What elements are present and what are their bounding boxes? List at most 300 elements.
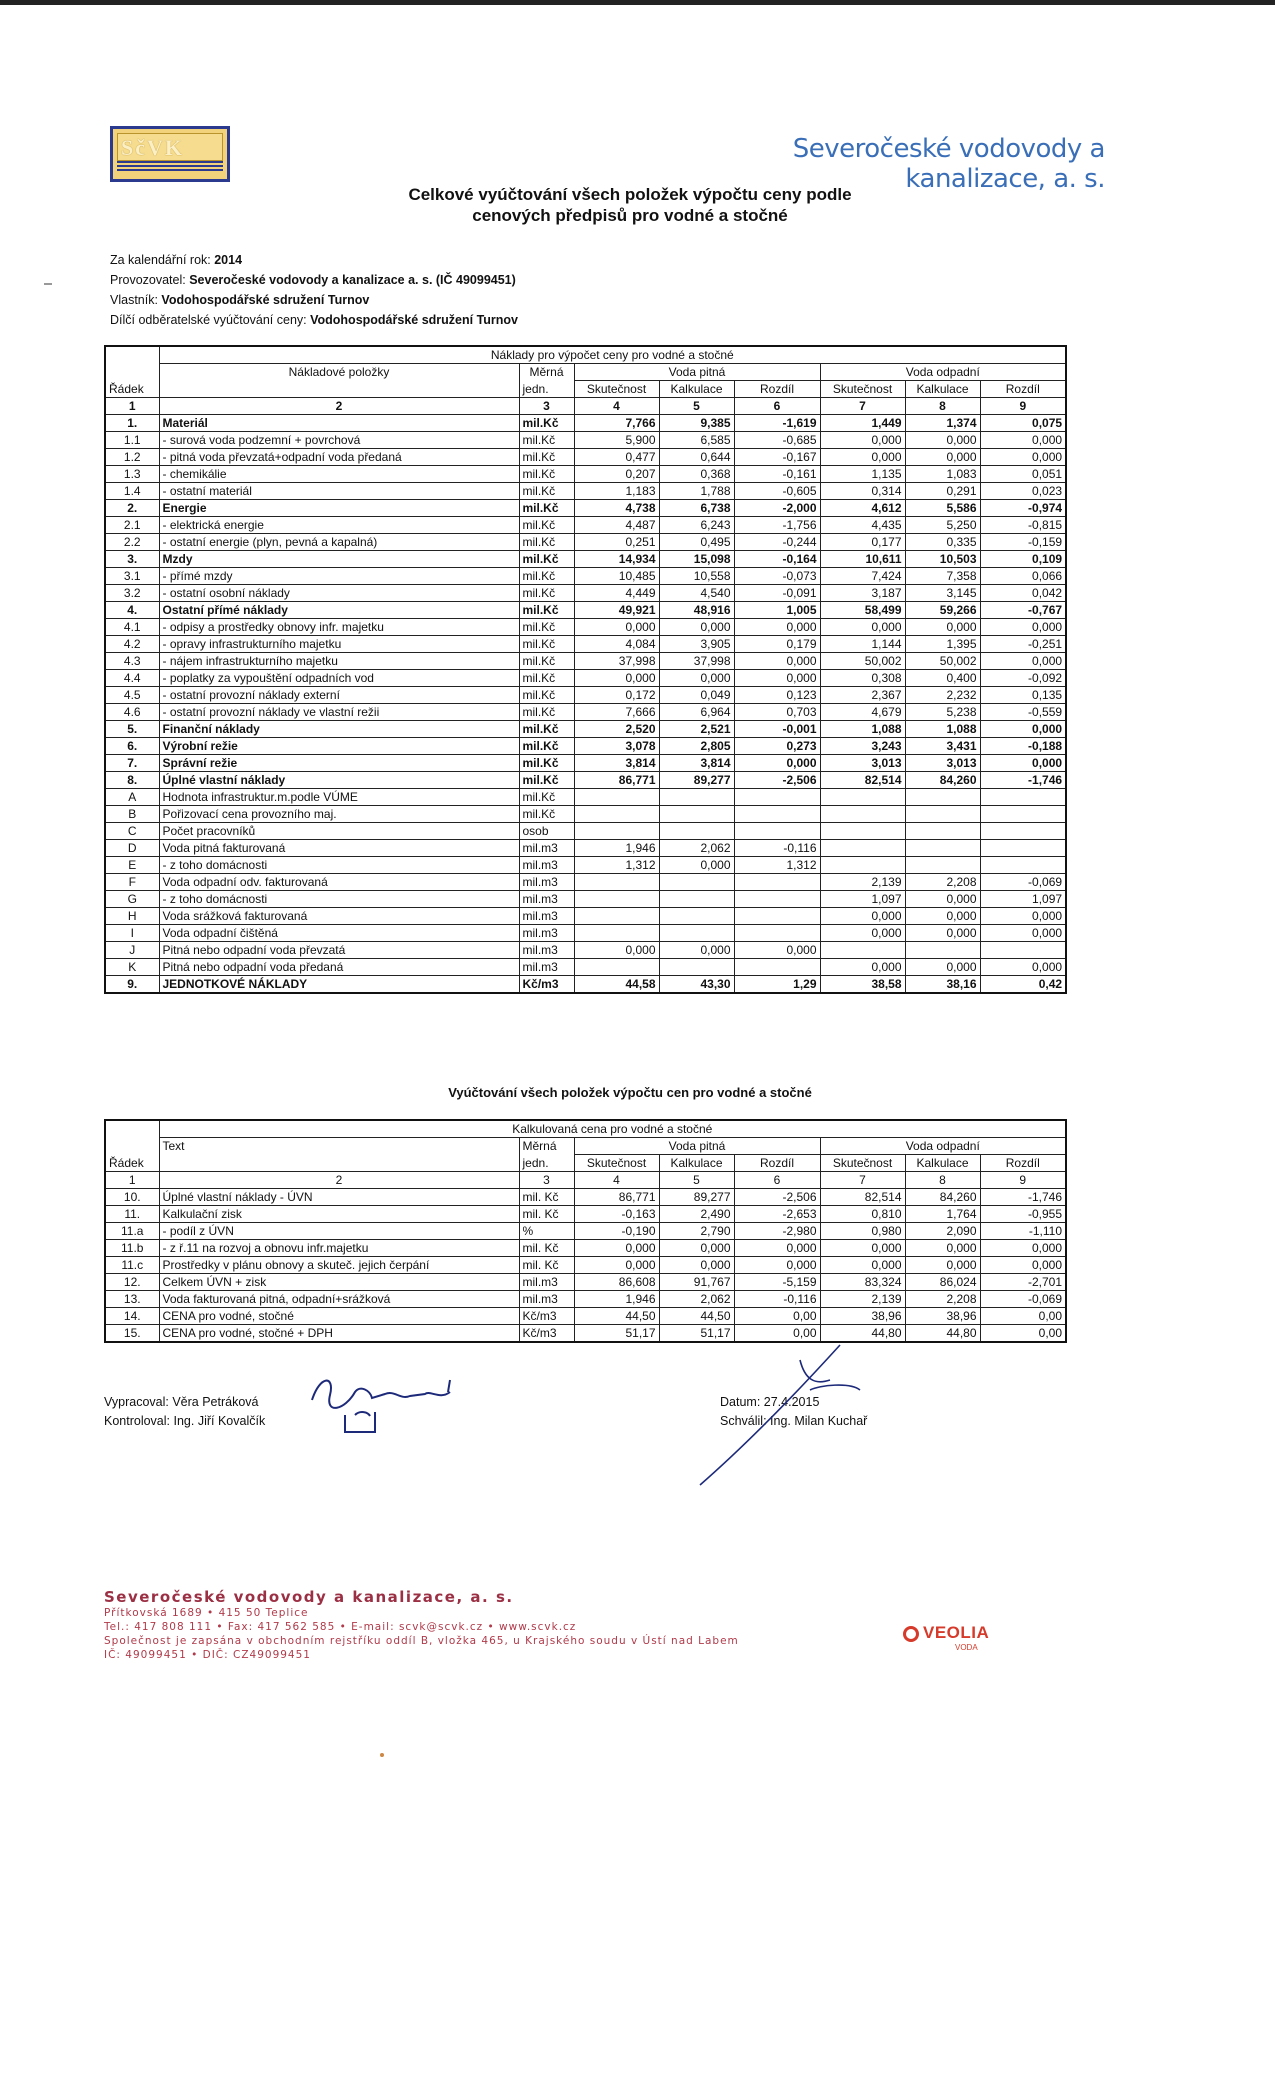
- water-calc: 6,243: [659, 517, 734, 534]
- price-row: [105, 1291, 1066, 1308]
- header-water-calc: Kalkulace: [659, 381, 734, 398]
- water-diff: 0,000: [734, 619, 820, 636]
- waste-diff: 0,000: [980, 755, 1066, 772]
- waste-real: 1,097: [820, 891, 905, 908]
- row-label: JEDNOTKOVÉ NÁKLADY: [159, 976, 519, 994]
- waste-calc: 0,000: [905, 959, 980, 976]
- price-row: [105, 1325, 1066, 1343]
- cost-row: [105, 840, 1066, 857]
- water-real: 1,946: [574, 840, 659, 857]
- waste-real: 44,80: [820, 1325, 905, 1343]
- document-meta: [110, 250, 518, 330]
- waste-calc: 3,013: [905, 755, 980, 772]
- water-real: [574, 806, 659, 823]
- waste-diff: -0,559: [980, 704, 1066, 721]
- row-label: - přímé mzdy: [159, 568, 519, 585]
- row-label: - surová voda podzemní + povrchová: [159, 432, 519, 449]
- row-label: - ostatní energie (plyn, pevná a kapalná): [159, 534, 519, 551]
- water-real: 2,520: [574, 721, 659, 738]
- waste-calc: 84,260: [905, 1189, 980, 1206]
- row-label: Finanční náklady: [159, 721, 519, 738]
- water-diff: -0,685: [734, 432, 820, 449]
- water-calc: 4,540: [659, 585, 734, 602]
- row-code: 1.3: [105, 466, 159, 483]
- water-diff: 0,000: [734, 1257, 820, 1274]
- water-real: 0,000: [574, 670, 659, 687]
- row-label: - z toho domácnosti: [159, 891, 519, 908]
- row-label: - pitná voda převzatá+odpadní voda předaná: [159, 449, 519, 466]
- water-calc: 0,000: [659, 857, 734, 874]
- waste-real: 0,810: [820, 1206, 905, 1223]
- price-row: [105, 1257, 1066, 1274]
- price-row: [105, 1206, 1066, 1223]
- meta-partial: Dílčí odběratelské vyúčtování ceny: Vodohospodářské sdružení Turnov: [110, 313, 519, 327]
- row-label: Kalkulační zisk: [159, 1206, 519, 1223]
- footer-company: Severočeské vodovody a kanalizace, a. s.: [104, 1588, 514, 1606]
- row-code: 1.1: [105, 432, 159, 449]
- waste-calc: 0,000: [905, 432, 980, 449]
- water-real: 86,771: [574, 772, 659, 789]
- row-code: 6.: [105, 738, 159, 755]
- waste-diff: -0,767: [980, 602, 1066, 619]
- water-diff: -0,116: [734, 1291, 820, 1308]
- row-unit: mil. Kč: [519, 1206, 574, 1223]
- row-label: Hodnota infrastruktur.m.podle VÚME: [159, 789, 519, 806]
- waste-real: [820, 942, 905, 959]
- cost-row: [105, 772, 1066, 789]
- waste-real: 0,177: [820, 534, 905, 551]
- price-row: [105, 1223, 1066, 1240]
- waste-diff: [980, 942, 1066, 959]
- row-label: Voda odpadní čištěná: [159, 925, 519, 942]
- waste-calc: 5,238: [905, 704, 980, 721]
- prepared-by: Vypracoval: Věra Petráková: [104, 1395, 259, 1409]
- footer-contact: Tel.: 417 808 111 • Fax: 417 562 585 • E-mail: scvk@scvk.cz • www.scvk.cz: [104, 1621, 577, 1633]
- water-real: 0,172: [574, 687, 659, 704]
- waste-diff: 0,075: [980, 415, 1066, 432]
- cost-row: [105, 500, 1066, 517]
- row-label: Ostatní přímé náklady: [159, 602, 519, 619]
- header2-row: Řádek: [105, 1155, 159, 1172]
- water-diff: -5,159: [734, 1274, 820, 1291]
- row-code: 3.2: [105, 585, 159, 602]
- row-unit: mil.m3: [519, 925, 574, 942]
- title-line-2: cenových předpisů pro vodné a stočné: [472, 206, 788, 225]
- waste-calc: 0,000: [905, 891, 980, 908]
- header-items: Nákladové položky: [159, 364, 519, 381]
- water-diff: -1,756: [734, 517, 820, 534]
- row-label: Mzdy: [159, 551, 519, 568]
- waste-diff: 0,000: [980, 1257, 1066, 1274]
- row-code: 1.2: [105, 449, 159, 466]
- row-label: Pořizovací cena provozního maj.: [159, 806, 519, 823]
- row-unit: mil.Kč: [519, 551, 574, 568]
- handwritten-signature-1: [300, 1370, 470, 1440]
- water-calc: 6,964: [659, 704, 734, 721]
- row-code: 1.: [105, 415, 159, 432]
- row-unit: mil.Kč: [519, 704, 574, 721]
- cost-row: [105, 517, 1066, 534]
- waste-diff: 0,051: [980, 466, 1066, 483]
- water-calc: 0,495: [659, 534, 734, 551]
- water-real: 0,000: [574, 1240, 659, 1257]
- water-real: [574, 823, 659, 840]
- row-label: - elektrická energie: [159, 517, 519, 534]
- column-numbers-2: 1 2 3 4 5 6 7 8 9: [105, 1172, 1066, 1189]
- title-line-1: Celkové vyúčtování všech položek výpočtu ceny podle: [408, 185, 852, 204]
- waste-real: 2,139: [820, 1291, 905, 1308]
- waste-calc: 86,024: [905, 1274, 980, 1291]
- waste-calc: 0,000: [905, 925, 980, 942]
- waste-real: 3,187: [820, 585, 905, 602]
- waste-real: 83,324: [820, 1274, 905, 1291]
- waste-calc: 1,764: [905, 1206, 980, 1223]
- waste-calc: 0,335: [905, 534, 980, 551]
- cost-row: [105, 704, 1066, 721]
- waste-real: [820, 857, 905, 874]
- waste-diff: [980, 806, 1066, 823]
- waste-calc: 7,358: [905, 568, 980, 585]
- waste-calc: 1,395: [905, 636, 980, 653]
- waste-diff: 0,00: [980, 1308, 1066, 1325]
- waste-calc: [905, 823, 980, 840]
- waste-diff: -2,701: [980, 1274, 1066, 1291]
- waste-diff: 0,000: [980, 619, 1066, 636]
- row-code: 4.3: [105, 653, 159, 670]
- waste-real: 38,96: [820, 1308, 905, 1325]
- header2-waste-diff: Rozdíl: [980, 1155, 1066, 1172]
- water-real: 44,50: [574, 1308, 659, 1325]
- water-calc: [659, 874, 734, 891]
- row-code: 11.: [105, 1206, 159, 1223]
- row-label: Pitná nebo odpadní voda předaná: [159, 959, 519, 976]
- waste-diff: 0,135: [980, 687, 1066, 704]
- waste-diff: 1,097: [980, 891, 1066, 908]
- header2-waste-real: Skutečnost: [820, 1155, 905, 1172]
- row-code: D: [105, 840, 159, 857]
- water-calc: 48,916: [659, 602, 734, 619]
- row-label: - chemikálie: [159, 466, 519, 483]
- waste-diff: [980, 857, 1066, 874]
- waste-real: 0,000: [820, 619, 905, 636]
- cost-row: [105, 619, 1066, 636]
- water-calc: [659, 925, 734, 942]
- row-code: 12.: [105, 1274, 159, 1291]
- row-code: 11.a: [105, 1223, 159, 1240]
- water-calc: 3,814: [659, 755, 734, 772]
- water-calc: 3,905: [659, 636, 734, 653]
- column-numbers: 1 2 3 4 5 6 7 8 9: [105, 398, 1066, 415]
- row-unit: mil.Kč: [519, 619, 574, 636]
- price-row: [105, 1274, 1066, 1291]
- waste-real: [820, 806, 905, 823]
- row-unit: mil.Kč: [519, 517, 574, 534]
- waste-calc: 1,088: [905, 721, 980, 738]
- cost-row: [105, 636, 1066, 653]
- waste-calc: 59,266: [905, 602, 980, 619]
- waste-real: [820, 789, 905, 806]
- water-calc: [659, 891, 734, 908]
- water-real: 86,771: [574, 1189, 659, 1206]
- water-diff: [734, 925, 820, 942]
- water-diff: 0,273: [734, 738, 820, 755]
- water-calc: 89,277: [659, 772, 734, 789]
- water-real: 86,608: [574, 1274, 659, 1291]
- water-calc: 91,767: [659, 1274, 734, 1291]
- water-real: [574, 891, 659, 908]
- water-calc: 6,585: [659, 432, 734, 449]
- waste-real: 4,612: [820, 500, 905, 517]
- row-unit: mil. Kč: [519, 1257, 574, 1274]
- header-unit-2: jedn.: [519, 381, 574, 398]
- water-diff: [734, 823, 820, 840]
- waste-calc: 1,083: [905, 466, 980, 483]
- water-real: 1,312: [574, 857, 659, 874]
- row-unit: mil.Kč: [519, 789, 574, 806]
- cost-row: [105, 449, 1066, 466]
- water-diff: -0,164: [734, 551, 820, 568]
- waste-calc: 0,291: [905, 483, 980, 500]
- cost-row: [105, 466, 1066, 483]
- waste-real: 4,435: [820, 517, 905, 534]
- row-label: - ostatní osobní náklady: [159, 585, 519, 602]
- row-code: 4.2: [105, 636, 159, 653]
- row-label: - z ř.11 na rozvoj a obnovu infr.majetku: [159, 1240, 519, 1257]
- row-label: - nájem infrastrukturního majetku: [159, 653, 519, 670]
- row-unit: mil.m3: [519, 857, 574, 874]
- waste-diff: 0,000: [980, 1240, 1066, 1257]
- row-code: 3.: [105, 551, 159, 568]
- water-real: 4,084: [574, 636, 659, 653]
- row-code: 13.: [105, 1291, 159, 1308]
- header-water-diff: Rozdíl: [734, 381, 820, 398]
- waste-calc: 50,002: [905, 653, 980, 670]
- water-calc: 0,000: [659, 670, 734, 687]
- waste-calc: 10,503: [905, 551, 980, 568]
- water-diff: -2,653: [734, 1206, 820, 1223]
- header-waste: Voda odpadní: [820, 364, 1066, 381]
- water-calc: 0,000: [659, 942, 734, 959]
- row-label: Voda pitná fakturovaná: [159, 840, 519, 857]
- header-waste-diff: Rozdíl: [980, 381, 1066, 398]
- cost-row: [105, 959, 1066, 976]
- row-code: 7.: [105, 755, 159, 772]
- row-label: CENA pro vodné, stočné + DPH: [159, 1325, 519, 1343]
- waste-calc: 3,145: [905, 585, 980, 602]
- scan-dot: [380, 1753, 384, 1757]
- row-code: 4.: [105, 602, 159, 619]
- waste-real: 0,308: [820, 670, 905, 687]
- water-calc: 44,50: [659, 1308, 734, 1325]
- cost-row: [105, 415, 1066, 432]
- water-diff: 0,000: [734, 1240, 820, 1257]
- header2-waste-calc: Kalkulace: [905, 1155, 980, 1172]
- water-calc: [659, 959, 734, 976]
- cost-row: [105, 942, 1066, 959]
- water-calc: 2,062: [659, 840, 734, 857]
- water-diff: 1,29: [734, 976, 820, 994]
- waste-real: 50,002: [820, 653, 905, 670]
- row-label: Voda fakturovaná pitná, odpadní+srážková: [159, 1291, 519, 1308]
- row-code: 4.1: [105, 619, 159, 636]
- row-unit: mil.m3: [519, 840, 574, 857]
- waste-calc: 5,250: [905, 517, 980, 534]
- water-diff: -0,161: [734, 466, 820, 483]
- veolia-logo: VEOLIA VODA: [903, 1623, 1033, 1652]
- water-real: -0,163: [574, 1206, 659, 1223]
- row-label: - opravy infrastrukturního majetku: [159, 636, 519, 653]
- row-unit: mil. Kč: [519, 1189, 574, 1206]
- row-code: F: [105, 874, 159, 891]
- row-unit: mil.Kč: [519, 738, 574, 755]
- checked-by: Kontroloval: Ing. Jiří Kovalčík: [104, 1414, 266, 1428]
- scan-border: [0, 0, 1275, 5]
- row-label: Celkem ÚVN + zisk: [159, 1274, 519, 1291]
- row-code: 2.: [105, 500, 159, 517]
- waste-real: 0,000: [820, 925, 905, 942]
- header-text: Text: [159, 1138, 519, 1155]
- row-label: - ostatní provozní náklady ve vlastní režii: [159, 704, 519, 721]
- prepared-block: [104, 1393, 265, 1431]
- cost-row: [105, 823, 1066, 840]
- water-calc: 0,000: [659, 1257, 734, 1274]
- water-real: [574, 874, 659, 891]
- costs-table-caption: Náklady pro výpočet ceny pro vodné a stočné: [159, 346, 1066, 364]
- row-label: Výrobní režie: [159, 738, 519, 755]
- header2-unit-1: Měrná: [519, 1138, 574, 1155]
- water-calc: 1,788: [659, 483, 734, 500]
- row-unit: Kč/m3: [519, 1308, 574, 1325]
- water-calc: 10,558: [659, 568, 734, 585]
- waste-real: 0,000: [820, 1240, 905, 1257]
- row-label: Počet pracovníků: [159, 823, 519, 840]
- cost-row: [105, 483, 1066, 500]
- company-footer: [104, 1588, 739, 1662]
- logo-text: SčVK: [121, 135, 184, 160]
- water-diff: 0,000: [734, 670, 820, 687]
- waste-real: 0,980: [820, 1223, 905, 1240]
- row-unit: mil.Kč: [519, 500, 574, 517]
- water-real: 0,000: [574, 1257, 659, 1274]
- waste-real: 0,000: [820, 908, 905, 925]
- row-unit: mil.m3: [519, 959, 574, 976]
- cost-row: [105, 976, 1066, 994]
- row-code: G: [105, 891, 159, 908]
- cost-row: [105, 653, 1066, 670]
- water-real: 5,900: [574, 432, 659, 449]
- water-real: 4,449: [574, 585, 659, 602]
- water-real: 7,666: [574, 704, 659, 721]
- header2-unit-2: jedn.: [519, 1155, 574, 1172]
- row-code: 4.5: [105, 687, 159, 704]
- waste-diff: 0,109: [980, 551, 1066, 568]
- waste-diff: 0,042: [980, 585, 1066, 602]
- waste-diff: [980, 823, 1066, 840]
- scvk-logo: [110, 126, 230, 182]
- waste-real: 1,144: [820, 636, 905, 653]
- waste-calc: [905, 840, 980, 857]
- waste-real: 3,243: [820, 738, 905, 755]
- waste-calc: 2,208: [905, 874, 980, 891]
- row-code: I: [105, 925, 159, 942]
- waste-calc: [905, 789, 980, 806]
- footer-register: Společnost je zapsána v obchodním rejstříku oddíl B, vložka 465, u Krajského soudu v Ústí nad Labem: [104, 1635, 739, 1647]
- waste-real: 10,611: [820, 551, 905, 568]
- water-calc: [659, 806, 734, 823]
- header-water: Voda pitná: [574, 364, 820, 381]
- water-real: 7,766: [574, 415, 659, 432]
- waste-calc: 44,80: [905, 1325, 980, 1343]
- row-unit: mil.Kč: [519, 568, 574, 585]
- waste-calc: [905, 942, 980, 959]
- cost-row: [105, 670, 1066, 687]
- waste-calc: 0,000: [905, 449, 980, 466]
- waste-calc: 2,090: [905, 1223, 980, 1240]
- water-calc: 89,277: [659, 1189, 734, 1206]
- waste-diff: -0,974: [980, 500, 1066, 517]
- waste-calc: 0,000: [905, 908, 980, 925]
- water-diff: -1,619: [734, 415, 820, 432]
- footer-ids: IČ: 49099451 • DIČ: CZ49099451: [104, 1649, 311, 1661]
- cost-row: [105, 874, 1066, 891]
- water-diff: 0,000: [734, 653, 820, 670]
- water-real: 51,17: [574, 1325, 659, 1343]
- header-waste-real: Skutečnost: [820, 381, 905, 398]
- water-diff: [734, 789, 820, 806]
- water-calc: 43,30: [659, 976, 734, 994]
- water-real: 14,934: [574, 551, 659, 568]
- water-calc: 0,644: [659, 449, 734, 466]
- water-diff: -0,605: [734, 483, 820, 500]
- water-calc: 2,490: [659, 1206, 734, 1223]
- row-label: Energie: [159, 500, 519, 517]
- water-diff: -0,116: [734, 840, 820, 857]
- water-calc: [659, 823, 734, 840]
- waste-calc: 3,431: [905, 738, 980, 755]
- waste-real: 7,424: [820, 568, 905, 585]
- price-row: [105, 1308, 1066, 1325]
- water-calc: 9,385: [659, 415, 734, 432]
- water-real: 0,207: [574, 466, 659, 483]
- row-label: Úplné vlastní náklady - ÚVN: [159, 1189, 519, 1206]
- waste-diff: 0,000: [980, 653, 1066, 670]
- row-code: 15.: [105, 1325, 159, 1343]
- row-unit: mil.Kč: [519, 636, 574, 653]
- water-real: 3,814: [574, 755, 659, 772]
- row-unit: mil.m3: [519, 908, 574, 925]
- waste-diff: 0,023: [980, 483, 1066, 500]
- row-unit: mil.Kč: [519, 534, 574, 551]
- row-code: 5.: [105, 721, 159, 738]
- waste-calc: 0,000: [905, 619, 980, 636]
- row-code: 8.: [105, 772, 159, 789]
- row-unit: mil. Kč: [519, 1240, 574, 1257]
- handwritten-signature-2: [680, 1340, 870, 1490]
- cost-row: [105, 806, 1066, 823]
- cost-row: [105, 857, 1066, 874]
- meta-operator: Provozovatel: Severočeské vodovody a kanalizace a. s. (IČ 49099451): [110, 273, 516, 287]
- row-label: Úplné vlastní náklady: [159, 772, 519, 789]
- water-real: 0,477: [574, 449, 659, 466]
- waste-calc: [905, 806, 980, 823]
- cost-row: [105, 891, 1066, 908]
- row-label: - poplatky za vypouštění odpadních vod: [159, 670, 519, 687]
- water-diff: -0,073: [734, 568, 820, 585]
- brand-name: Severočeské vodovody a kanalizace, a. s.: [792, 134, 1105, 194]
- row-code: 4.6: [105, 704, 159, 721]
- row-label: - z toho domácnosti: [159, 857, 519, 874]
- price-table: [104, 1119, 1067, 1343]
